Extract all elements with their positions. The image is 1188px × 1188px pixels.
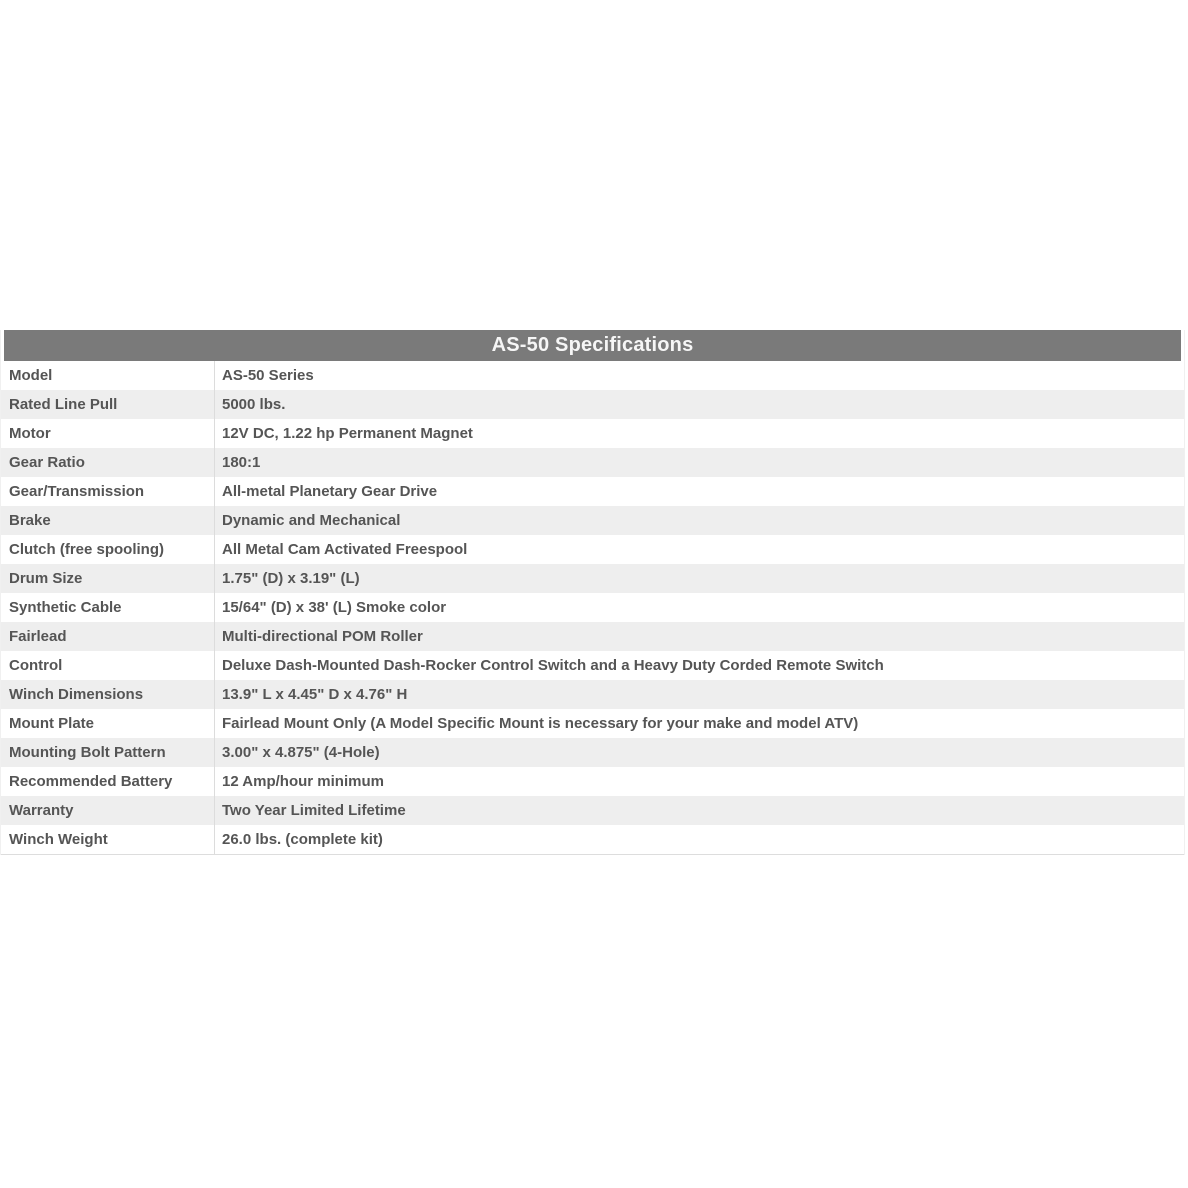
spec-label: Mounting Bolt Pattern [1, 738, 215, 767]
spec-label: Mount Plate [1, 709, 215, 738]
table-row [1, 419, 1184, 448]
table-row [1, 709, 1184, 738]
spec-value: 26.0 lbs. (complete kit) [222, 831, 383, 848]
spec-label: Synthetic Cable [1, 593, 215, 622]
spec-label: Control [1, 651, 215, 680]
spec-value: All-metal Planetary Gear Drive [222, 483, 438, 500]
spec-value: Multi-directional POM Roller [222, 628, 423, 645]
spec-value: 3.00" x 4.875" (4-Hole) [222, 744, 380, 761]
table-row [1, 390, 1184, 419]
spec-label: Warranty [1, 796, 215, 825]
spec-label: Model [1, 361, 215, 390]
table-row [1, 796, 1184, 825]
table-row [1, 651, 1184, 680]
table-row [1, 361, 1184, 390]
table-row [1, 477, 1184, 506]
spec-label: Winch Dimensions [1, 680, 215, 709]
spec-value: 12V DC, 1.22 hp Permanent Magnet [222, 425, 473, 442]
table-body [1, 361, 1184, 855]
spec-value: 15/64" (D) x 38' (L) Smoke color [222, 599, 447, 616]
spec-label: Recommended Battery [1, 767, 215, 796]
spec-label: Clutch (free spooling) [1, 535, 215, 564]
specifications-table [0, 330, 1185, 855]
spec-value: Fairlead Mount Only (A Model Specific Mount is necessary for your make and model ATV) [222, 715, 859, 732]
table-row [1, 593, 1184, 622]
spec-value: 1.75" (D) x 3.19" (L) [222, 570, 360, 587]
spec-value: All Metal Cam Activated Freespool [222, 541, 468, 558]
spec-value: 5000 lbs. [222, 396, 286, 413]
spec-value: 12 Amp/hour minimum [222, 773, 384, 790]
spec-value: 13.9" L x 4.45" D x 4.76" H [222, 686, 408, 703]
spec-value: Dynamic and Mechanical [222, 512, 401, 529]
spec-label: Gear/Transmission [1, 477, 215, 506]
spec-label: Motor [1, 419, 215, 448]
spec-value: Deluxe Dash-Mounted Dash-Rocker Control Switch and a Heavy Duty Corded Remote Switch [222, 657, 884, 674]
table-row [1, 564, 1184, 593]
spec-label: Gear Ratio [1, 448, 215, 477]
table-row [1, 506, 1184, 535]
table-row [1, 535, 1184, 564]
spec-label: Rated Line Pull [1, 390, 215, 419]
table-row [1, 738, 1184, 767]
spec-label: Drum Size [1, 564, 215, 593]
table-row [1, 448, 1184, 477]
spec-label: Brake [1, 506, 215, 535]
table-row [1, 680, 1184, 709]
spec-value: Two Year Limited Lifetime [222, 802, 406, 819]
table-row [1, 767, 1184, 796]
spec-value: AS-50 Series [222, 367, 314, 384]
table-row [1, 622, 1184, 651]
spec-value: 180:1 [222, 454, 261, 471]
spec-label: Winch Weight [1, 825, 215, 854]
table-row [1, 825, 1184, 854]
table-title: AS-50 Specifications [4, 330, 1181, 361]
spec-label: Fairlead [1, 622, 215, 651]
